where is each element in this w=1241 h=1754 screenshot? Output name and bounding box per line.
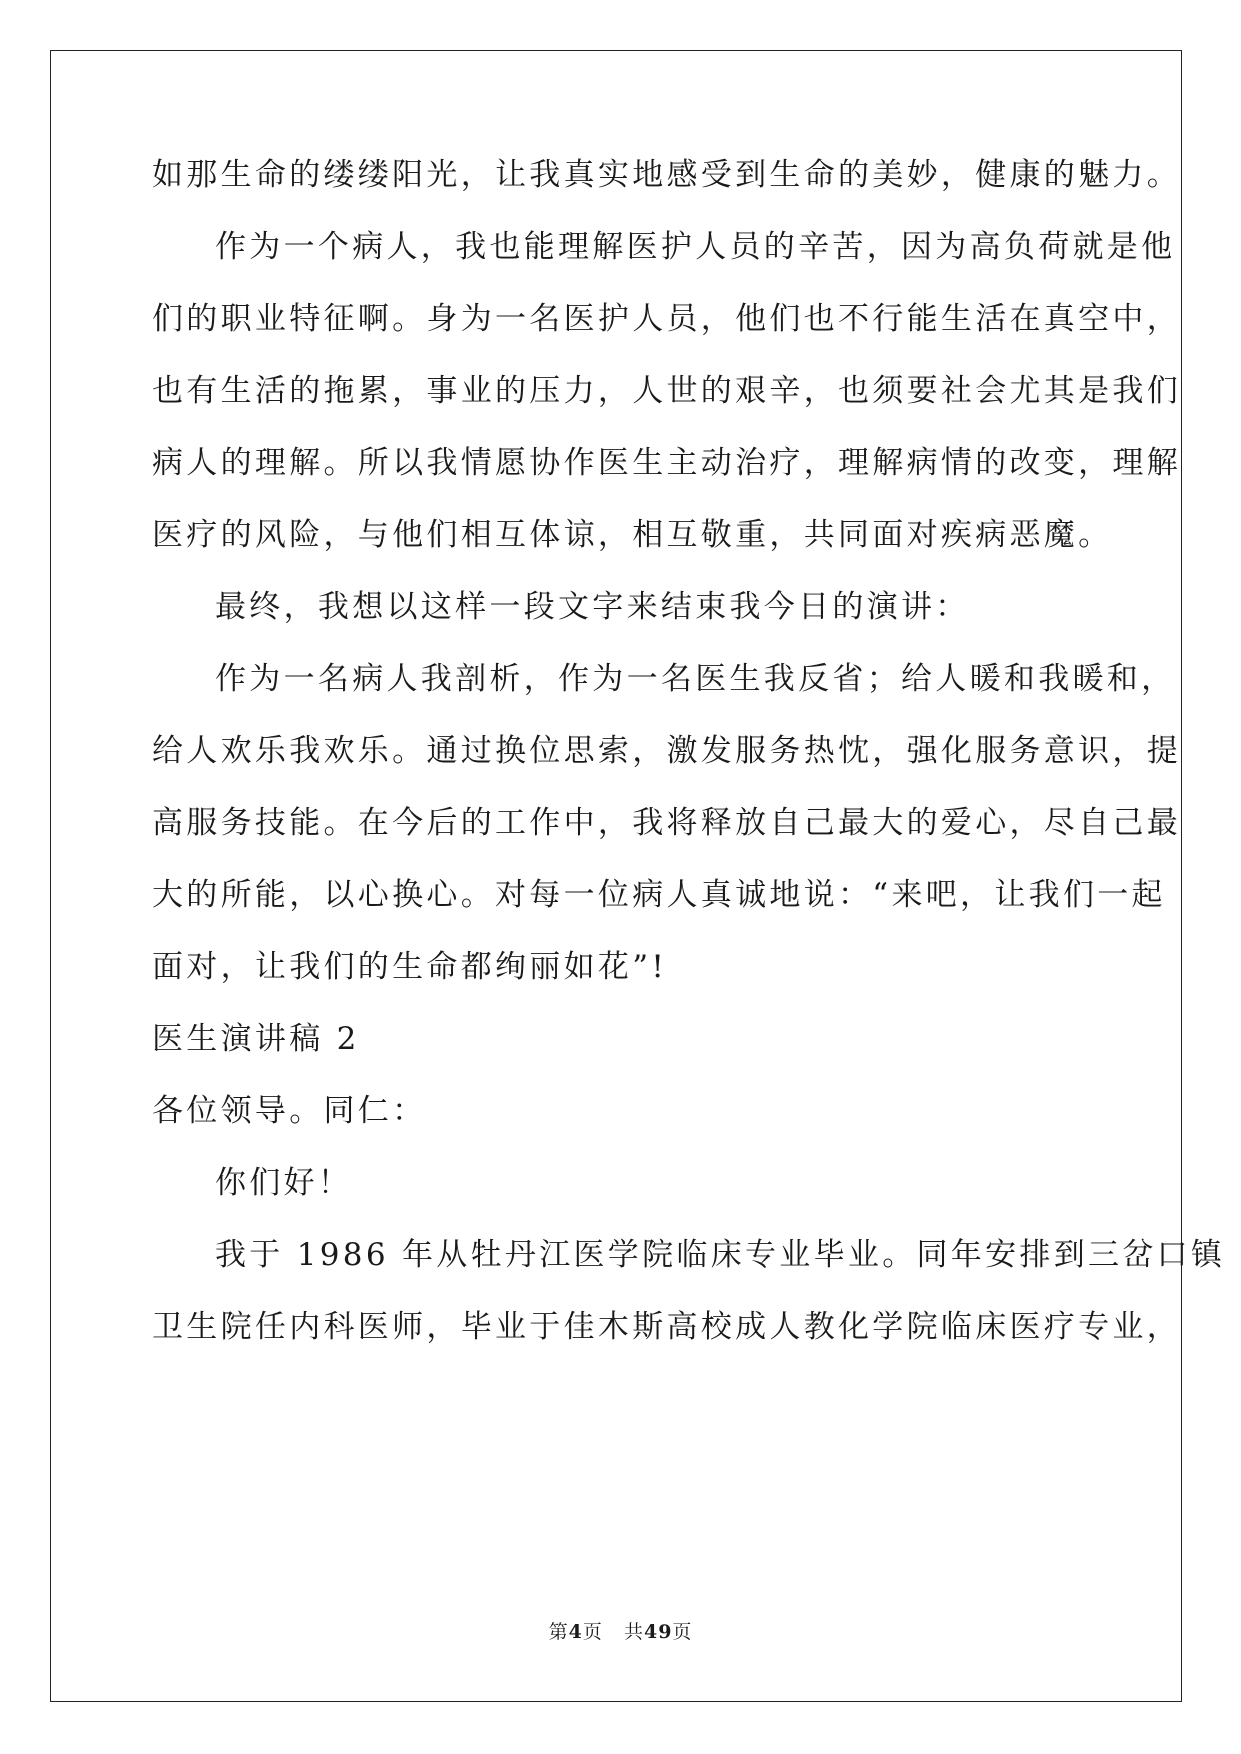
footer-total-suffix: 页 xyxy=(672,1621,693,1643)
text-line: 大的所能，以心换心。对每一位病人真诚地说：“来吧，让我们一起 xyxy=(152,877,1166,913)
text-line: 卫生院任内科医师，毕业于佳木斯高校成人教化学院临床医疗专业， xyxy=(152,1309,1181,1345)
current-page-number: 4 xyxy=(568,1621,583,1643)
footer-total-prefix: 共 xyxy=(623,1621,644,1643)
salutation: 各位领导。同仁： xyxy=(152,1093,427,1129)
text-line: 给人欢乐我欢乐。通过换位思索，激发服务热忱，强化服务意识，提 xyxy=(152,733,1181,769)
footer-prefix: 第 xyxy=(548,1621,569,1643)
footer-page-suffix: 页 xyxy=(582,1621,603,1643)
page-footer xyxy=(0,1617,1241,1644)
text-line: 如那生命的缕缕阳光，让我真实地感受到生命的美妙，健康的魅力。 xyxy=(152,157,1181,193)
text-line: 也有生活的拖累，事业的压力，人世的艰辛，也须要社会尤其是我们 xyxy=(152,373,1181,409)
greeting: 你们好！ xyxy=(215,1165,353,1201)
text-line: 高服务技能。在今后的工作中，我将释放自己最大的爱心，尽自己最 xyxy=(152,805,1181,841)
text-line: 们的职业特征啊。身为一名医护人员，他们也不行能生活在真空中， xyxy=(152,301,1181,337)
paragraph-start: 作为一个病人，我也能理解医护人员的辛苦，因为高负荷就是他 xyxy=(215,229,1176,265)
text-line: 面对，让我们的生命都绚丽如花”! xyxy=(152,949,668,985)
section-heading: 医生演讲稿 2 xyxy=(152,1021,360,1057)
paragraph-start: 我于 1986 年从牡丹江医学院临床专业毕业。同年安排到三岔口镇 xyxy=(215,1237,1226,1273)
total-page-count: 49 xyxy=(643,1621,673,1643)
text-line: 病人的理解。所以我情愿协作医生主动治疗，理解病情的改变，理解 xyxy=(152,445,1181,481)
text-line: 医疗的风险，与他们相互体谅，相互敬重，共同面对疾病恶魔。 xyxy=(152,517,1113,553)
paragraph-start: 最终，我想以这样一段文字来结束我今日的演讲： xyxy=(215,589,970,625)
paragraph-start: 作为一名病人我剖析，作为一名医生我反省；给人暖和我暖和， xyxy=(215,661,1176,697)
